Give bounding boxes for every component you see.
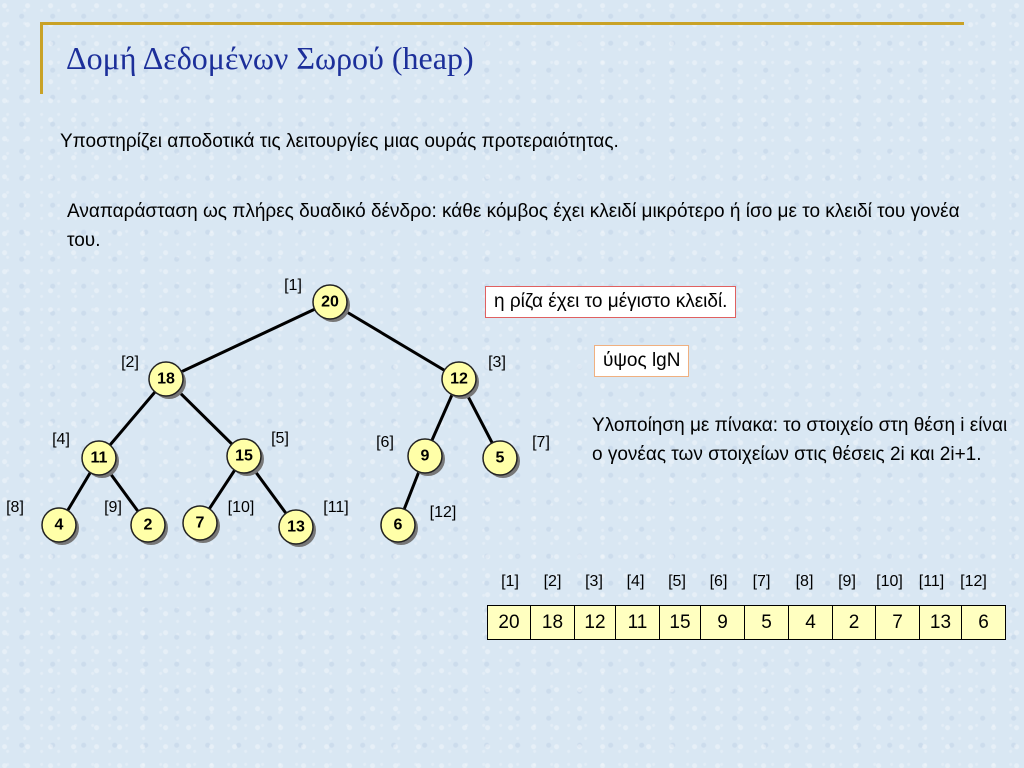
node-index-label: [1] (284, 277, 302, 294)
array-index-label: [6] (709, 573, 728, 590)
node-index-label: [6] (376, 434, 394, 451)
array-cell: 9 (701, 606, 745, 640)
node-index-label: [12] (429, 504, 457, 521)
array-index-label: [7] (752, 573, 771, 590)
height-note: ύψος lgN (594, 345, 689, 377)
tree-node (408, 439, 445, 476)
node-index-label: [3] (488, 354, 506, 371)
node-key: 20 (321, 293, 339, 311)
tree-node (131, 508, 168, 545)
array-cell: 11 (616, 606, 660, 640)
array-implementation-text: Υλοποίηση με πίνακα: το στοιχείο στη θέση i είναι ο γονέας των στοιχείων στις θέσεις 2i και 2i+1. (592, 415, 1008, 465)
array-cell: 13 (920, 606, 962, 640)
array-index-label: [2] (543, 573, 562, 590)
node-key: 13 (287, 518, 305, 536)
tree-node (483, 441, 520, 478)
node-index-label: [10] (227, 499, 255, 516)
slide-title: Δομή Δεδομένων Σωρού (heap) (66, 40, 474, 76)
node-key: 5 (495, 449, 505, 467)
heap-array (487, 605, 1006, 640)
tree-node (381, 508, 418, 545)
node-index-label: [9] (104, 499, 122, 516)
root-max-note: η ρίζα έχει το μέγιστο κλειδί. (485, 286, 736, 318)
array-index-label: [5] (668, 573, 686, 590)
node-index-label: [5] (271, 430, 289, 447)
intro-text: Υποστηρίζει αποδοτικά τις λειτουργίες μιας ουράς προτεραιότητας. (60, 131, 619, 152)
array-index-label: [3] (585, 573, 603, 590)
array-cell: 4 (789, 606, 833, 640)
node-index-label: [4] (52, 431, 70, 448)
tree-node (42, 508, 79, 545)
array-cell: 12 (575, 606, 616, 640)
tree-node (183, 506, 220, 543)
node-key: 18 (157, 370, 175, 388)
node-key: 7 (195, 514, 205, 532)
tree-edge (330, 302, 459, 379)
node-index-label: [2] (121, 354, 139, 371)
array-index-label: [12] (960, 573, 987, 590)
tree-node (313, 285, 350, 322)
node-key: 15 (235, 447, 253, 465)
array-cell: 2 (833, 606, 876, 640)
array-index-label: [9] (838, 573, 856, 590)
tree-edge (166, 302, 330, 379)
array-cell: 18 (531, 606, 575, 640)
array-cell: 7 (876, 606, 920, 640)
array-cell: 5 (745, 606, 789, 640)
node-key: 4 (54, 516, 64, 534)
array-cell: 6 (962, 606, 1006, 640)
array-index-label: [4] (626, 573, 645, 590)
node-key: 6 (393, 516, 403, 534)
tree-node (442, 362, 479, 399)
array-cell: 15 (660, 606, 701, 640)
node-key: 12 (450, 370, 468, 388)
tree-node (227, 439, 264, 476)
tree-node (279, 510, 316, 547)
array-index-label: [8] (795, 573, 814, 590)
node-key: 9 (420, 447, 430, 465)
node-key: 2 (143, 516, 153, 534)
node-index-label: [8] (6, 499, 24, 516)
node-index-label: [11] (323, 499, 349, 516)
representation-text: Αναπαράσταση ως πλήρες δυαδικό δένδρο: κάθε κόμβος έχει κλειδί μικρότερο ή ίσο με το κλειδί του γονέα του. (67, 201, 960, 251)
array-index-label: [10] (876, 573, 903, 590)
tree-node (82, 441, 119, 478)
array-cell: 20 (488, 606, 531, 640)
node-index-label: [7] (532, 434, 550, 451)
array-index-label: [11] (918, 573, 945, 590)
node-key: 11 (90, 449, 108, 467)
array-index-label: [1] (501, 573, 519, 590)
